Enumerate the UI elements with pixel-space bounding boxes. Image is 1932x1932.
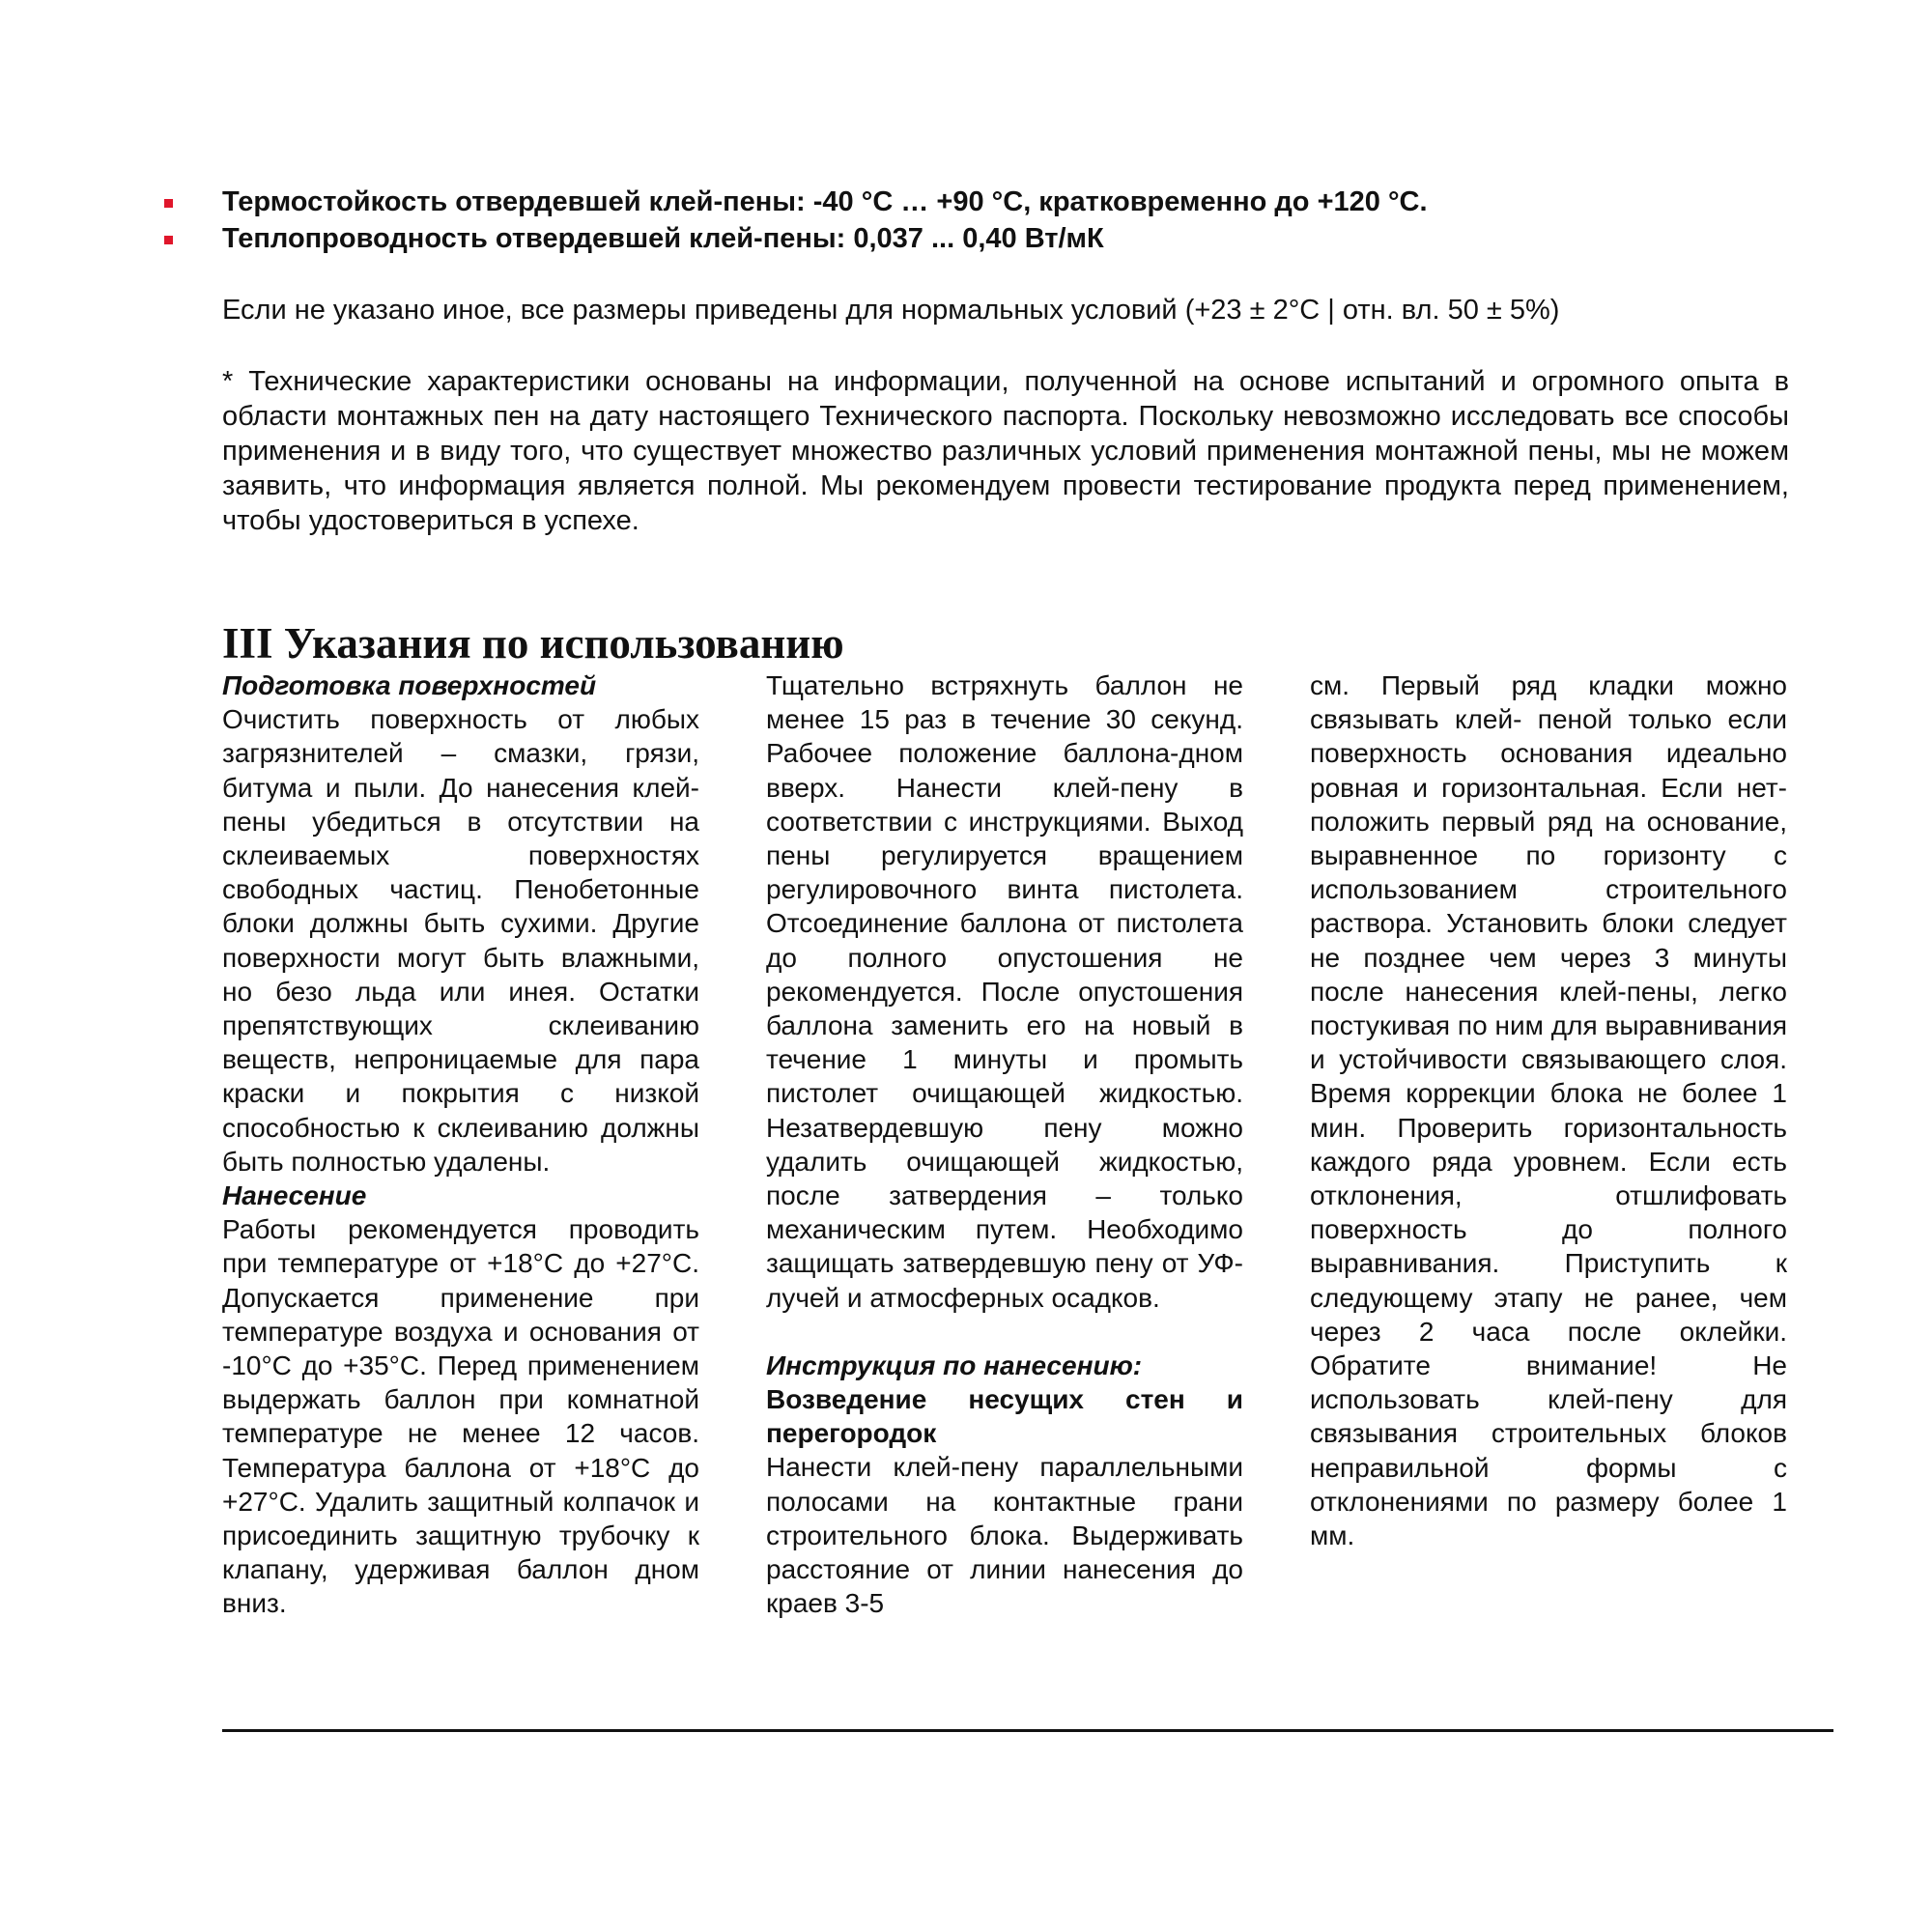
list-item (222, 184, 1845, 220)
bottom-divider (222, 1729, 1833, 1732)
thermal-conductivity-text: Теплопроводность отвердевшей клей-пены: 0,037 ... 0,40 Вт/мК (222, 223, 1104, 254)
bullet-square-icon (164, 236, 173, 244)
thermal-resistance-text: Термостойкость отвердевшей клей-пены: -40 °С … +90 °С, кратковременно до +120 °С. (222, 186, 1428, 217)
text-column-2 (766, 668, 1243, 1620)
instructions-text: Нанести клей-пену параллельными полосами на контактные грани строительного блока. Выдерживать расстояние от линии нанесения до краев 3-5 (766, 1452, 1243, 1619)
bullet-square-icon (164, 199, 173, 208)
spacer (766, 1315, 1243, 1349)
instructions-text-continued: см. Первый ряд кладки можно связывать клей- пеной только если поверхность основания идеально ровная и горизонтальная. Если нет- положить первый ряд на основание, выравненное по горизонту с использованием строительного раствора. Установить блоки следует не позднее чем через 3 минуты после нанесения клей-пены, легко постукивая по ним для выравнивания и устойчивости связывающего слоя. Время коррекции блока не более 1 мин. Проверить горизонтальность каждого ряда уровнем. Если есть отклонения, отшлифовать поверхность до полного выравнивания. Приступить к следующему этапу не ранее, чем через 2 часа после оклейки. Обратите внимание! Не использовать клей-пену для связывания строительных блоков неправильной формы с отклонениями по размеру более 1 мм. (1310, 670, 1787, 1551)
properties-list (222, 184, 1845, 257)
application-text-continued: Тщательно встряхнуть баллон не менее 15 раз в течение 30 секунд. Рабочее положение баллона-дном вверх. Нанести клей-пену в соответствии с инструкциями. Выход пены регулируется вращением регулировочного винта пистолета. Отсоединение баллона от пистолета до полного опустошения не рекомендуется. После опустошения баллона заменить его на новый в течение 1 минуты и промыть пистолет очищающей жидкостью. Незатвердевшую пену можно удалить очищающей жидкостью, после затвердения – только механическим путем. Необходимо защищать затвердевшую пену от УФ-лучей и атмосферных осадков. (766, 670, 1243, 1313)
conditions-note: Если не указано иное, все размеры приведены для нормальных условий (+23 ± 2°С | отн. вл. 50 ± 5%) (222, 295, 1560, 326)
application-heading: Нанесение (222, 1180, 367, 1211)
list-item (222, 220, 1845, 257)
surface-prep-text: Очистить поверхность от любых загрязнителей – смазки, грязи, битума и пыли. До нанесения клей-пены убедиться в отсутствии на склеиваемых поверхностях свободных частиц. Пенобетонные блоки должны быть сухими. Другие поверхности могут быть влажными, но безо льда или инея. Остатки препятствующих склеиванию веществ, непроницаемые для пара краски и покрытия с низкой способностью к склеиванию должны быть полностью удалены. (222, 704, 699, 1177)
application-text: Работы рекомендуется проводить при температуре от +18°С до +27°С. Допускается применение при температуре воздуха и основания от -10°С до +35°С. Перед применением выдержать баллон при комнатной температуре не менее 12 часов. Температура баллона от +18°С до +27°С. Удалить защитный колпачок и присоединить защитную трубочку к клапану, удерживая баллон дном вниз. (222, 1214, 699, 1619)
instructions-heading: Инструкция по нанесению: (766, 1350, 1143, 1380)
disclaimer-paragraph: * Технические характеристики основаны на информации, полученной на основе испытаний и огромного опыта в области монтажных пен на дату настоящего Технического паспорта. Поскольку невозможно исследовать все способы применения и в виду того, что существует множество различных условий применения монтажной пены, мы не можем заявить, что информация является полной. Мы рекомендуем провести тестирование продукта перед применением, чтобы удостовериться в успехе. (222, 366, 1789, 536)
text-column-3 (1310, 668, 1787, 1552)
section-title: III Указания по использованию (222, 619, 844, 668)
walls-subheading: Возведение несущих стен и перегородок (766, 1384, 1243, 1449)
text-column-1 (222, 668, 699, 1621)
surface-prep-heading: Подготовка поверхностей (222, 670, 597, 700)
